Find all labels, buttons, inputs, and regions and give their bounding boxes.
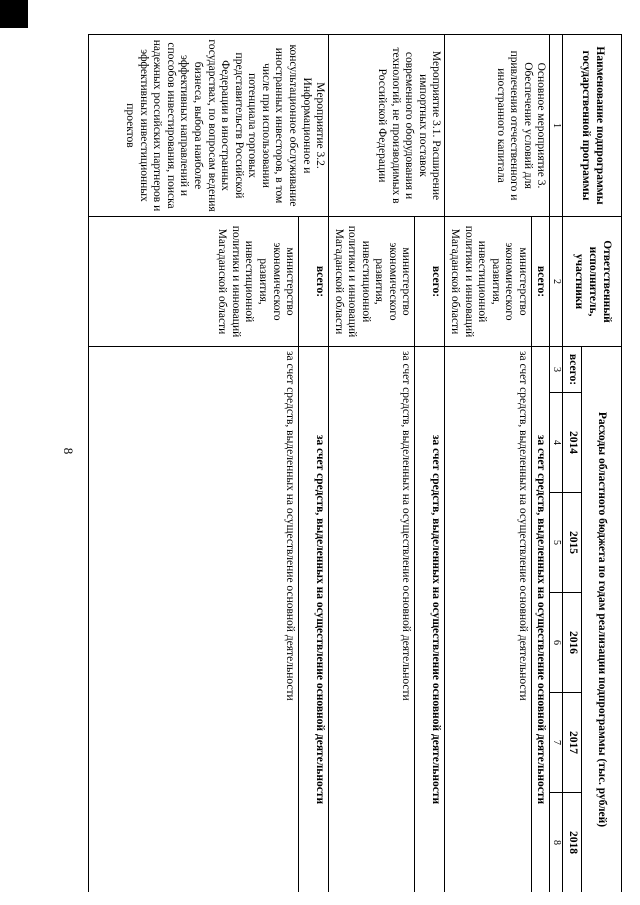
column-number: 3 <box>550 347 563 393</box>
funding-source: за счет средств, выделенных на осуществление основной деятельности <box>329 347 415 893</box>
executor-name: министерство экономического развития, инвестиционной политики и инноваций Магаданской области <box>89 217 299 347</box>
total-label: всего: <box>415 217 445 347</box>
executor-name: министерство экономического развития, инвестиционной политики и инноваций Магаданской области <box>445 217 531 347</box>
col2-header: Ответственный исполнитель, участники <box>563 217 622 347</box>
page-number: 8 <box>61 447 76 455</box>
total-header: всего: <box>563 347 582 393</box>
funding-source: за счет средств, выделенных на осуществление основной деятельности <box>89 347 299 893</box>
table-row <box>299 35 329 893</box>
program-expenses-table <box>88 34 622 892</box>
column-number: 6 <box>550 593 563 693</box>
funding-source-total: за счет средств, выделенных на осуществление основной деятельности <box>415 347 445 893</box>
executor-name: министерство экономического развития, инвестиционной политики и инноваций Магаданской области <box>329 217 415 347</box>
activity-name: Мероприятие 3.1. Расширение импортных поставок современного оборудования и технологий, не производимых в Российской Федерации <box>329 35 445 217</box>
column-number: 5 <box>550 493 563 593</box>
column-number: 4 <box>550 393 563 493</box>
column-number: 7 <box>550 693 563 793</box>
table-row <box>415 35 445 893</box>
column-number: 8 <box>550 793 563 893</box>
year-header: 2017 <box>563 693 582 793</box>
header-row <box>582 35 622 893</box>
column-number-row <box>550 35 563 893</box>
funding-source-total: за счет средств, выделенных на осуществление основной деятельности <box>531 347 550 893</box>
year-header: 2018 <box>563 793 582 893</box>
funding-source-total: за счет средств, выделенных на осуществление основной деятельности <box>299 347 329 893</box>
budget-header: Расходы областного бюджета по годам реализации подпрограммы (тыс. рублей) <box>582 347 622 893</box>
activity-name: Мероприятие 3.2. Информационное и консультационное обслуживание иностранных инвесторов, в том числе при использовании потенциала торговых представительств Российской Федерации в иностранных государствах, по вопросам ведения бизнеса, выбора наиболее эффективных направлений и способов инвестирования, поиска надежных российских партнеров и эффективных инвестиционных проектов <box>89 35 329 217</box>
activity-name: Основное мероприятие 3. Обеспечение условий для привлечения отечественного и иностранного капитала <box>445 35 550 217</box>
column-number: 1 <box>550 35 563 217</box>
year-header: 2014 <box>563 393 582 493</box>
col1-header: Наименование подпрограммы государственной программы <box>563 35 622 217</box>
total-label: всего: <box>531 217 550 347</box>
year-header: 2016 <box>563 593 582 693</box>
column-number: 2 <box>550 217 563 347</box>
table-row <box>531 35 550 893</box>
year-header: 2015 <box>563 493 582 593</box>
funding-source: за счет средств, выделенных на осуществление основной деятельности <box>445 347 531 893</box>
table-container <box>88 34 622 892</box>
total-label: всего: <box>299 217 329 347</box>
scan-corner-mark <box>0 0 28 28</box>
